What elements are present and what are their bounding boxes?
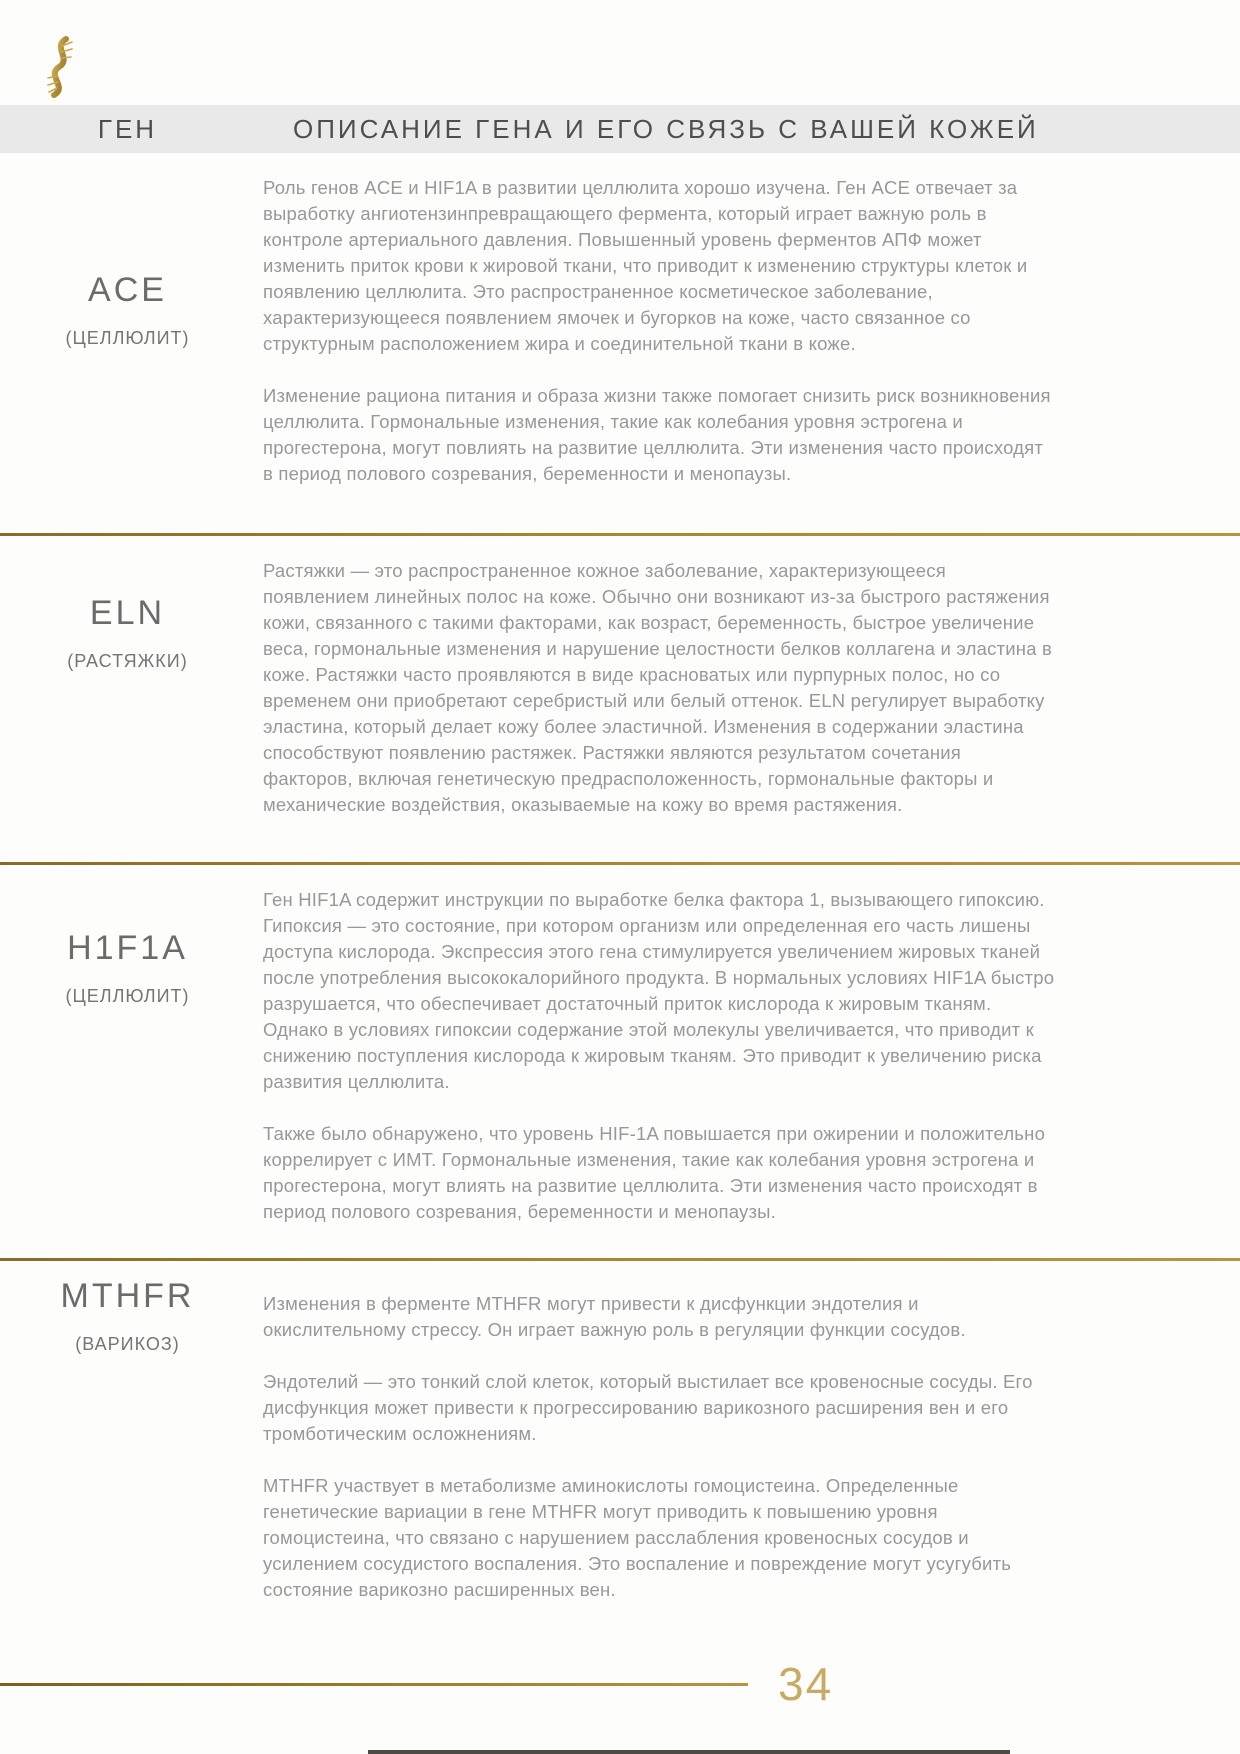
gene-name: ELN: [89, 594, 166, 632]
gene-description-paragraph: Эндотелий — это тонкий слой клеток, который выстилает все кровеносные сосуды. Его дисфункция может привести к прогрессированию варикозного расширения вен и его тромботическим осложнениям.: [263, 1371, 1033, 1444]
gene-row-eln: [0, 536, 1240, 862]
footer-rule: [0, 1683, 748, 1686]
gene-condition: (ВАРИКОЗ): [75, 1334, 180, 1354]
gene-description: [255, 536, 1055, 862]
gene-description-paragraph: Изменения в ферменте MTHFR могут привести к дисфункции эндотелия и окислительному стрессу. Он играет важную роль в регуляции функции сосудов.: [263, 1293, 966, 1340]
page-number: 34: [778, 1658, 834, 1710]
header-description-column: ОПИСАНИЕ ГЕНА И ЕГО СВЯЗЬ С ВАШЕЙ КОЖЕЙ: [293, 113, 1039, 144]
gene-description-paragraph: Изменение рациона питания и образа жизни также помогает снизить риск возникновения целлюлита. Гормональные изменения, такие как колебания уровня эстрогена и прогестерона, могут повлиять на развитие целлюлита. Эти изменения часто происходят в период полового созревания, беременности и менопаузы.: [263, 385, 1051, 484]
header-gene-column: ГЕН: [97, 113, 158, 144]
table-header: [0, 105, 1240, 153]
page-footer: [0, 1657, 1240, 1711]
gene-cell: [0, 536, 255, 862]
gene-description-paragraph: MTHFR участвует в метаболизме аминокислоты гомоцистеина. Определенные генетические вариации в гене MTHFR могут приводить к повышению уровня гомоцистеина, что связано с нарушением расслабления кровеносных сосудов и усилением сосудистого воспаления. Это воспаление и повреждение могут усугубить состояние варикозно расширенных вен.: [263, 1475, 1012, 1600]
gene-description-paragraph: Растяжки — это распространенное кожное заболевание, характеризующееся появлением линейных полос на коже. Обычно они возникают из-за быстрого растяжения кожи, связанного с такими факторами, как возраст, беременность, быстрое увеличение веса, гормональные изменения и нарушение целостности белков коллагена и эластина в коже. Растяжки часто проявляются в виде красноватых или пурпурных полос, но со временем они приобретают серебристый или белый оттенок. ELN регулирует выработку эластина, который делает кожу более эластичной. Изменения в содержании эластина способствуют появлению растяжек. Растяжки являются результатом сочетания факторов, включая генетическую предрасположенность, гормональные факторы и механические воздействия, оказываемые на кожу во время растяжения.: [263, 560, 1053, 815]
gene-name: MTHFR: [60, 1277, 195, 1315]
gene-description-paragraph: Ген HIF1A содержит инструкции по выработке белка фактора 1, вызывающего гипоксию. Гипоксия — это состояние, при котором организм или определенная его часть лишены доступа кислорода. Экспрессия этого гена стимулируется увеличением жировых тканей после употребления высококалорийного продукта. В нормальных условиях HIF1A быстро разрушается, что обеспечивает достаточный приток кислорода к жировым тканям. Однако в условиях гипоксии содержание этой молекулы увеличивается, что приводит к снижению поступления кислорода к жировым тканям. Это приводит к увеличению риска развития целлюлита.: [263, 889, 1055, 1092]
gene-condition: (ЦЕЛЛЮЛИТ): [65, 328, 190, 348]
dna-helix-logo-icon: [45, 36, 75, 98]
page-top-margin: [0, 0, 1240, 105]
gene-description: [255, 153, 1055, 533]
gene-condition: (ЦЕЛЛЮЛИТ): [65, 986, 190, 1006]
gene-description: [255, 865, 1055, 1258]
gene-cell: [0, 865, 255, 1258]
gene-description-paragraph: Роль генов ACE и HIF1A в развитии целлюлита хорошо изучена. Ген ACE отвечает за выработку ангиотензинпревращающего фермента, который играет важную роль в контроле артериального давления. Повышенный уровень ферментов АПФ может изменить приток крови к жировой ткани, что приводит к изменению структуры клеток и появлению целлюлита. Это распространенное косметическое заболевание, характеризующееся появлением ямочек и бугорков на коже, часто связанное со структурным расположением жира и соединительной ткани в коже.: [263, 177, 1028, 354]
gene-description: [255, 1261, 1055, 1651]
gene-condition: (РАСТЯЖКИ): [67, 651, 188, 671]
gene-name: H1F1A: [67, 929, 188, 967]
gene-cell: [0, 153, 255, 533]
gene-row-ace: [0, 153, 1240, 533]
gene-cell: [0, 1261, 255, 1651]
gene-row-mthfr: [0, 1261, 1240, 1651]
gene-description-paragraph: Также было обнаружено, что уровень HIF-1A повышается при ожирении и положительно коррелирует с ИМТ. Гормональные изменения, такие как колебания уровня эстрогена и прогестерона, могут влиять на развитие целлюлита. Эти изменения часто происходят в период полового созревания, беременности и менопаузы.: [263, 1123, 1046, 1222]
gene-row-h1f1a: [0, 865, 1240, 1258]
gene-name: ACE: [88, 271, 167, 309]
page-bottom-edge-line: [368, 1750, 1010, 1754]
